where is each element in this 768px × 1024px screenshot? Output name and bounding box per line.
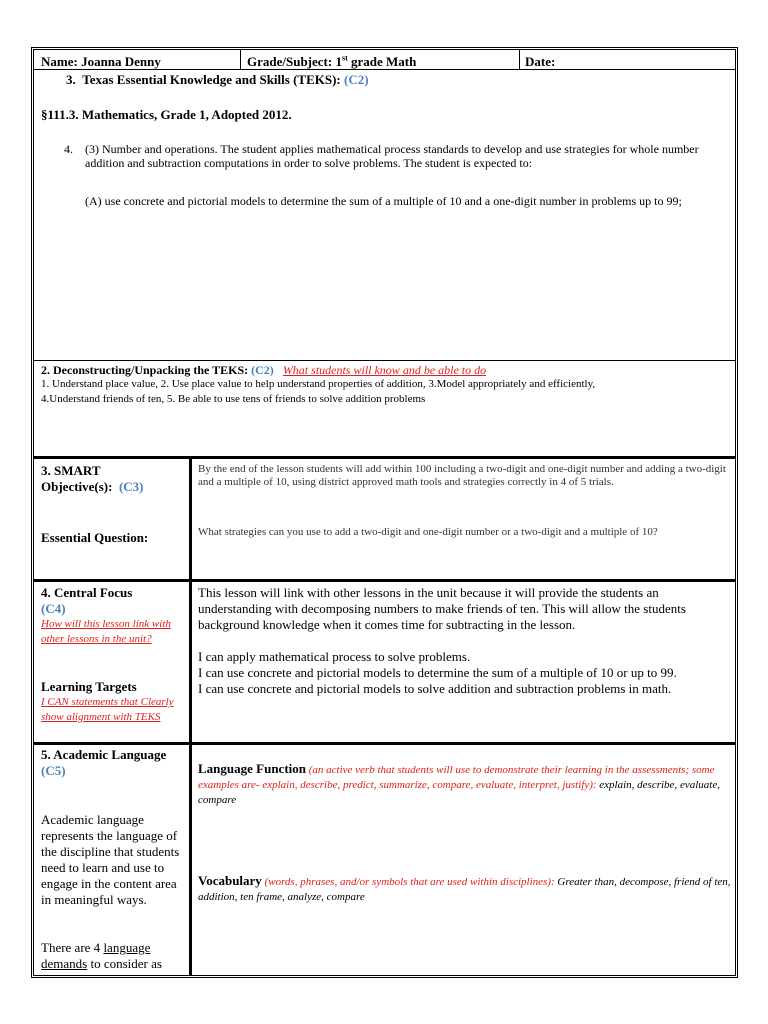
section-rule-double xyxy=(34,456,735,459)
teacher-name: Name: Joanna Denny xyxy=(41,54,161,69)
central-focus-text: This lesson will link with other lessons in the unit because it will provide the students an understanding with decomposing numbers to make friends of ten. This will allow the students background knowledge when it comes time for subtracting in the lesson. xyxy=(198,585,686,632)
teks-section-title: §111.3. Mathematics, Grade 1, Adopted 2012. xyxy=(41,107,292,122)
vocabulary: Vocabulary (words, phrases, and/or symbols that are used within disciplines): Greater than, decompose, friend of ten, addition, ten frame, analyze, compare xyxy=(198,873,731,903)
academic-language-code: (C5) xyxy=(41,763,66,778)
learning-target-1: I can apply mathematical process to solve problems. xyxy=(198,649,471,664)
central-focus-hint: How will this lesson link with other lessons in the unit? xyxy=(41,618,171,645)
language-demands-text: There are 4 language demands to consider as xyxy=(41,940,162,971)
deconstruct-heading: 2. Deconstructing/Unpacking the TEKS: (C2) What students will know and be able to do xyxy=(41,363,487,377)
section-rule-double xyxy=(34,742,735,745)
teks-item-number: 4. xyxy=(64,142,73,156)
learning-target-2: I can use concrete and pictorial models to determine the sum of a multiple of 10 or up to 99. xyxy=(198,665,677,680)
header-rule xyxy=(34,69,735,70)
language-function: Language Function (an active verb that students will use to demonstrate their learning in the assessments; some examples are- explain, describe, predict, summarize, compare, evaluate, interpret, justify): explain, describe, evaluate, compare xyxy=(198,761,720,806)
smart-objective-label: Objective(s): (C3) xyxy=(41,479,144,494)
header-divider xyxy=(240,50,241,69)
central-focus-title: 4. Central Focus xyxy=(41,585,133,600)
header-divider xyxy=(519,50,520,69)
teks-sub-item: (A) use concrete and pictorial models to determine the sum of a multiple of 10 and a one-digit number in problems up to 99; xyxy=(85,194,682,208)
learning-target-3: I can use concrete and pictorial models to solve addition and subtraction problems in math. xyxy=(198,681,672,696)
lesson-plan-page xyxy=(31,47,738,978)
column-divider xyxy=(189,459,192,579)
teks-item-text: (3) Number and operations. The student applies mathematical process standards to develop and use strategies for whole number addition and subtraction computations in order to solve problems. The student is expected to: xyxy=(85,142,699,170)
column-divider xyxy=(189,745,192,975)
academic-language-description: Academic language represents the language of the discipline that students need to learn and use to engage in the content area in meaningful ways. xyxy=(41,812,180,907)
grade-subject: Grade/Subject: 1st grade Math xyxy=(247,53,417,69)
date-label: Date: xyxy=(525,54,556,69)
academic-language-title: 5. Academic Language xyxy=(41,747,167,762)
section-rule-double xyxy=(34,579,735,582)
essential-question-text: What strategies can you use to add a two-digit and one-digit number or a two-digit and a multiple of 10? xyxy=(198,526,658,538)
column-divider xyxy=(189,582,192,745)
central-focus-code: (C4) xyxy=(41,601,66,616)
deconstruct-line-1: 1. Understand place value, 2. Use place value to help understand properties of addition, 3.Model appropriately and efficiently, xyxy=(41,378,596,390)
learning-targets-title: Learning Targets xyxy=(41,679,137,694)
learning-targets-hint: I CAN statements that Clearly show alignment with TEKS xyxy=(41,696,174,723)
teks-heading: 3. Texas Essential Knowledge and Skills (TEKS): (C2) xyxy=(66,72,369,87)
essential-question-label: Essential Question: xyxy=(41,530,149,545)
smart-objective-text: By the end of the lesson students will add within 100 including a two-digit and one-digit number and adding a two-digit and a multiple of 10, using district approved math tools and strategies correctly in 4 of 5 trials. xyxy=(198,463,726,488)
smart-title: 3. SMART xyxy=(41,463,101,478)
section-rule xyxy=(34,360,735,361)
deconstruct-line-2: 4.Understand friends of ten, 5. Be able to use tens of friends to solve addition problems xyxy=(41,393,426,405)
